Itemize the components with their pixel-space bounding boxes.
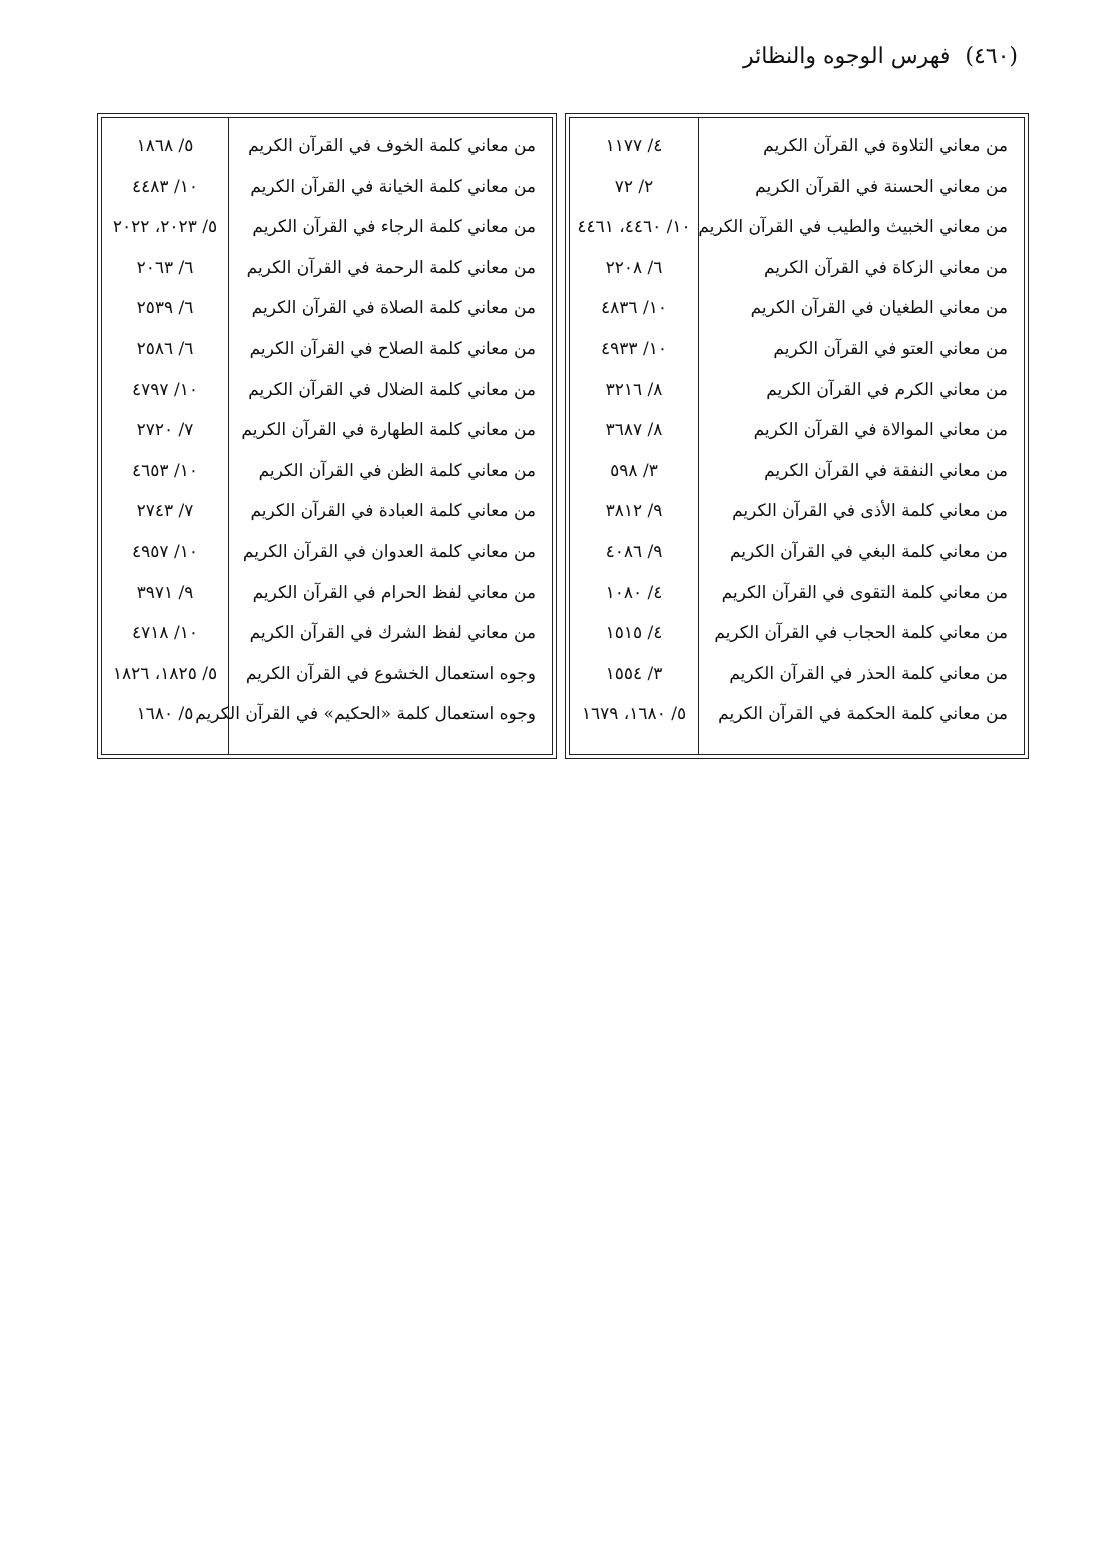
reference-cell: ٩/ ٤٠٨٦: [605, 541, 663, 562]
reference-cell: ١٠/ ٤٧١٨: [132, 623, 198, 644]
reference-cell: ١٠/ ٤٤٨٣: [132, 176, 198, 197]
topic-cell: من معاني كلمة الضلال في القرآن الكريم: [248, 379, 536, 400]
topic-cell: من معاني كلمة الخيانة في القرآن الكريم: [250, 176, 536, 197]
reference-cell: ١٠/ ٤٤٦٠، ٤٤٦١: [577, 217, 691, 238]
reference-cell: ٦/ ٢٠٦٣: [136, 257, 194, 278]
table-row: [566, 248, 1028, 289]
page-number: (٤٦٠): [965, 44, 1018, 69]
topic-cell: من معاني كلمة الطهارة في القرآن الكريم: [241, 420, 536, 441]
topic-cell: من معاني كلمة الخوف في القرآن الكريم: [248, 136, 536, 156]
topic-cell: من معاني كلمة الأذى في القرآن الكريم: [732, 501, 1008, 522]
table-row: [566, 370, 1028, 411]
topic-cell: من معاني كلمة الرحمة في القرآن الكريم: [246, 257, 536, 278]
reference-cell: ٤/ ١١٧٧: [605, 136, 663, 156]
table-row: [566, 207, 1028, 248]
topic-cell: من معاني كلمة الحذر في القرآن الكريم: [729, 663, 1008, 684]
topic-cell: من معاني العتو في القرآن الكريم: [773, 338, 1008, 359]
table-row: [566, 167, 1028, 208]
table-row: [566, 126, 1028, 167]
reference-cell: ٦/ ٢٢٠٨: [605, 257, 663, 278]
reference-cell: ٦/ ٢٥٣٩: [136, 298, 194, 319]
table-row: [566, 654, 1028, 695]
table-row: [566, 573, 1028, 614]
page-header: [743, 42, 1018, 72]
page-title: فهرس الوجوه والنظائر: [742, 44, 951, 69]
table-row: [566, 613, 1028, 654]
table-row: [566, 694, 1028, 735]
table-row: [98, 694, 556, 735]
table-rows: [566, 126, 1028, 735]
reference-cell: ١٠/ ٤٩٣٣: [601, 338, 667, 359]
reference-cell: ٧/ ٢٧٤٣: [136, 501, 194, 522]
index-table-right: [565, 113, 1029, 759]
topic-cell: من معاني الطغيان في القرآن الكريم: [750, 298, 1008, 319]
topic-cell: من معاني لفظ الحرام في القرآن الكريم: [252, 582, 536, 603]
topic-cell: من معاني الخبيث والطيب في القرآن الكريم: [698, 217, 1008, 238]
reference-cell: ٦/ ٢٥٨٦: [136, 338, 194, 359]
table-row: [98, 288, 556, 329]
reference-cell: ٥/ ١٨٢٥، ١٨٢٦: [112, 663, 218, 684]
table-row: [98, 370, 556, 411]
topic-cell: وجوه استعمال الخشوع في القرآن الكريم: [245, 663, 536, 684]
reference-cell: ٥/ ٢٠٢٣، ٢٠٢٢: [112, 217, 218, 238]
topic-cell: من معاني كلمة العبادة في القرآن الكريم: [250, 501, 536, 522]
topic-cell: من معاني كلمة الصلاح في القرآن الكريم: [249, 338, 536, 359]
topic-cell: من معاني كلمة التقوى في القرآن الكريم: [721, 582, 1008, 603]
topic-cell: من معاني كلمة الرجاء في القرآن الكريم: [252, 217, 536, 238]
table-row: [98, 329, 556, 370]
reference-cell: ٤/ ١٥١٥: [605, 623, 663, 644]
topic-cell: من معاني الزكاة في القرآن الكريم: [763, 257, 1008, 278]
table-row: [98, 126, 556, 167]
table-row: [98, 410, 556, 451]
table-row: [566, 532, 1028, 573]
topic-cell: من معاني الكرم في القرآن الكريم: [766, 379, 1008, 400]
topic-cell: من معاني كلمة الحجاب في القرآن الكريم: [714, 623, 1008, 644]
reference-cell: ٣/ ٥٩٨: [610, 460, 658, 481]
reference-cell: ٤/ ١٠٨٠: [605, 582, 663, 603]
table-row: [98, 451, 556, 492]
table-row: [566, 329, 1028, 370]
reference-cell: ١٠/ ٤٩٥٧: [132, 541, 198, 562]
table-row: [98, 573, 556, 614]
reference-cell: ٥/ ١٦٨٠: [136, 704, 194, 725]
topic-cell: من معاني الموالاة في القرآن الكريم: [753, 420, 1008, 441]
table-row: [98, 654, 556, 695]
reference-cell: ٩/ ٣٨١٢: [605, 501, 663, 522]
topic-cell: من معاني الحسنة في القرآن الكريم: [755, 176, 1008, 197]
table-row: [98, 167, 556, 208]
table-row: [98, 613, 556, 654]
reference-cell: ٨/ ٣٢١٦: [605, 379, 663, 400]
table-row: [98, 532, 556, 573]
table-row: [566, 288, 1028, 329]
table-row: [98, 491, 556, 532]
reference-cell: ٩/ ٣٩٧١: [136, 582, 194, 603]
reference-cell: ٨/ ٣٦٨٧: [605, 420, 663, 441]
reference-cell: ١٠/ ٤٨٣٦: [601, 298, 667, 319]
table-row: [98, 248, 556, 289]
index-table-left: [97, 113, 557, 759]
table-row: [98, 207, 556, 248]
topic-cell: من معاني كلمة الصلاة في القرآن الكريم: [251, 298, 536, 319]
reference-cell: ٥/ ١٨٦٨: [136, 136, 194, 156]
topic-cell: من معاني النفقة في القرآن الكريم: [764, 460, 1008, 481]
reference-cell: ٢/ ٧٢: [614, 176, 654, 197]
table-rows: [98, 126, 556, 735]
table-row: [566, 451, 1028, 492]
reference-cell: ٣/ ١٥٥٤: [605, 663, 663, 684]
reference-cell: ٧/ ٢٧٢٠: [136, 420, 194, 441]
topic-cell: من معاني لفظ الشرك في القرآن الكريم: [249, 623, 536, 644]
table-row: [566, 491, 1028, 532]
topic-cell: من معاني التلاوة في القرآن الكريم: [763, 136, 1008, 156]
reference-cell: ٥/ ١٦٨٠، ١٦٧٩: [581, 704, 687, 725]
reference-cell: ١٠/ ٤٧٩٧: [132, 379, 198, 400]
topic-cell: من معاني كلمة البغي في القرآن الكريم: [729, 541, 1008, 562]
topic-cell: من معاني كلمة الظن في القرآن الكريم: [258, 460, 536, 481]
reference-cell: ١٠/ ٤٦٥٣: [132, 460, 198, 481]
topic-cell: وجوه استعمال كلمة «الحكيم» في القرآن الكريم: [195, 704, 536, 725]
table-row: [566, 410, 1028, 451]
topic-cell: من معاني كلمة العدوان في القرآن الكريم: [242, 541, 536, 562]
topic-cell: من معاني كلمة الحكمة في القرآن الكريم: [718, 704, 1008, 725]
